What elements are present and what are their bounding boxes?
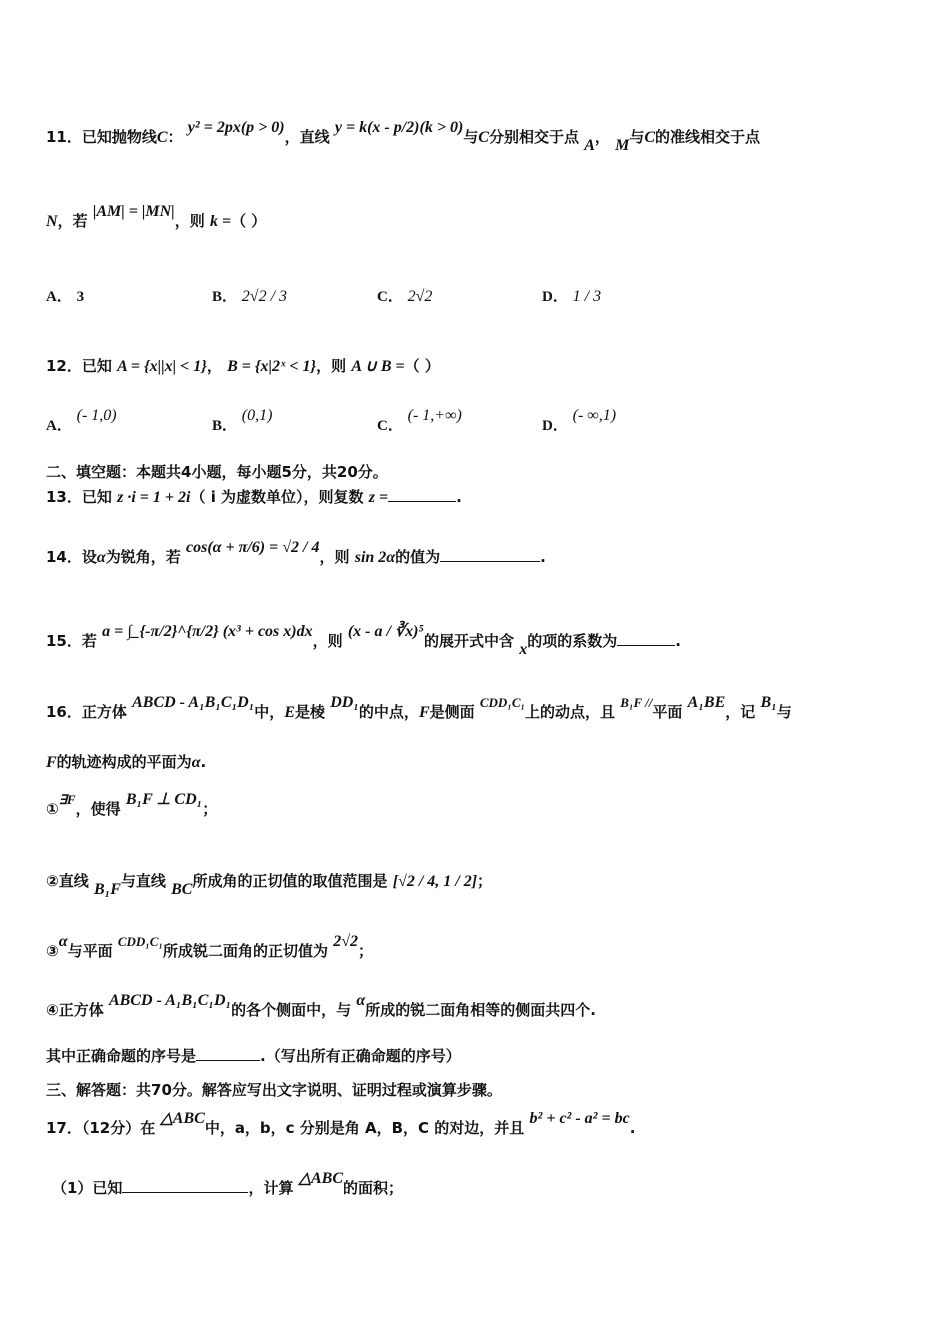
q11-text-4: 与 bbox=[629, 128, 645, 146]
answer-paren: （ ） bbox=[231, 212, 267, 230]
semicolon: ； bbox=[202, 800, 218, 818]
answer-blank[interactable] bbox=[617, 631, 675, 646]
answer-blank[interactable] bbox=[388, 487, 456, 502]
q14-text-1: 为锐角，若 bbox=[105, 548, 181, 566]
summary-text-2: .（写出所有正确命题的序号） bbox=[260, 1047, 461, 1065]
cube-name: ABCD - A₁B₁C₁D₁ bbox=[108, 992, 232, 1009]
s4-text-3: 所成的锐二面角相等的侧面共四个. bbox=[365, 1001, 596, 1019]
part1-text-1: （1）已知 bbox=[52, 1179, 123, 1197]
q12-option-a bbox=[46, 407, 117, 437]
q16-statement-2 bbox=[46, 870, 493, 898]
circled-4: ④ bbox=[46, 1001, 59, 1019]
q13 bbox=[46, 486, 462, 509]
q14-number: 14．设 bbox=[46, 548, 97, 566]
part1-text-2: ，计算 bbox=[248, 1179, 294, 1197]
condition-am-mn: |AM| = |MN| bbox=[92, 203, 175, 220]
plane-a1be: A₁BE bbox=[687, 694, 726, 711]
option-value: (- ∞,1) bbox=[572, 407, 617, 424]
option-value: 1 / 3 bbox=[572, 288, 602, 305]
q16-text-7: ，记 bbox=[725, 703, 756, 721]
s2-text-2: 与直线 bbox=[120, 872, 166, 890]
q15-text-1: ，则 bbox=[312, 632, 343, 650]
alpha-symbol: α bbox=[191, 754, 201, 771]
q12-option-d bbox=[542, 407, 617, 437]
face-cdd1c1: CDD₁C₁ bbox=[117, 934, 163, 949]
answer-blank[interactable] bbox=[440, 547, 540, 562]
q17-text: 中，a，b，c 分别是角 A，B，C 的对边，并且 bbox=[204, 1119, 525, 1137]
summary-text-1: 其中正确命题的序号是 bbox=[46, 1047, 197, 1065]
q16-text-2: 是棱 bbox=[294, 703, 325, 721]
q11-text-2: 与 bbox=[463, 128, 479, 146]
option-label: A． bbox=[46, 289, 72, 305]
line-equation: y = k(x - p/2)(k > 0) bbox=[334, 119, 464, 136]
point-f: F bbox=[418, 704, 430, 721]
curve-c: C bbox=[478, 129, 489, 146]
q11-text-6: ，若 bbox=[57, 212, 88, 230]
q16-text-3: 的中点， bbox=[358, 703, 419, 721]
alpha-symbol: α bbox=[356, 992, 366, 1009]
option-label: B． bbox=[212, 418, 238, 434]
q16-number: 16．正方体 bbox=[46, 703, 127, 721]
q14-text-2: ，则 bbox=[319, 548, 350, 566]
q12-number: 12．已知 bbox=[46, 357, 112, 375]
q14-text-3: 的值为 bbox=[395, 548, 441, 566]
q11-line2 bbox=[46, 203, 267, 233]
exists-f: ∃F bbox=[58, 792, 76, 807]
q11-option-b bbox=[212, 285, 287, 308]
option-label: A． bbox=[46, 418, 72, 434]
section-solve-heading: 三、解答题：共70分。解答应写出文字说明、证明过程或演算步骤。 bbox=[46, 1081, 502, 1099]
tangent-range: [√2 / 4, 1 / 2] bbox=[392, 873, 478, 890]
option-label: B． bbox=[212, 289, 238, 305]
q11-option-c bbox=[377, 285, 432, 308]
cube-name: ABCD - A₁B₁C₁D₁ bbox=[132, 694, 255, 711]
cos-condition: cos(α + π/6) = √2 / 4 bbox=[185, 539, 320, 556]
circled-3: ③ bbox=[46, 942, 59, 960]
option-value: (- 1,+∞) bbox=[407, 407, 462, 424]
q12-stem bbox=[46, 355, 440, 378]
q11-text-3: 分别相交于点 bbox=[488, 128, 579, 146]
q11-number: 11．已知抛物线 bbox=[46, 128, 157, 146]
q11-text-5: 的准线相交于点 bbox=[655, 128, 761, 146]
point-a: A bbox=[584, 137, 595, 154]
option-label: D． bbox=[542, 418, 568, 434]
point-m: M bbox=[615, 137, 630, 154]
s3-text-2: 所成锐二面角的正切值为 bbox=[163, 942, 329, 960]
point-b1: B₁ bbox=[760, 694, 777, 711]
q12-option-b bbox=[212, 407, 273, 437]
q17-stem bbox=[46, 1110, 636, 1140]
q15 bbox=[46, 623, 681, 658]
point-e: E bbox=[284, 704, 295, 721]
q15-text-2: 的展开式中含 bbox=[424, 632, 515, 650]
q16-text-6: 平面 bbox=[652, 703, 683, 721]
part1-text-3: 的面积； bbox=[343, 1179, 404, 1197]
alpha-symbol: α bbox=[96, 549, 106, 566]
line-b1f: B₁F bbox=[93, 881, 121, 898]
comma: ， bbox=[594, 128, 610, 146]
q17-number: 17．（12分）在 bbox=[46, 1119, 156, 1137]
answer-paren: （ ） bbox=[404, 357, 440, 375]
answer-blank[interactable] bbox=[196, 1046, 260, 1061]
s2-text-1: 直线 bbox=[58, 872, 89, 890]
colon: ： bbox=[167, 128, 183, 146]
side-relation: b² + c² - a² = bc bbox=[529, 1110, 630, 1127]
parabola-equation: y² = 2px(p > 0) bbox=[187, 119, 285, 136]
q11-option-d bbox=[542, 285, 601, 308]
s4-text-2: 的各个侧面中，与 bbox=[231, 1001, 352, 1019]
binomial-expression: (x - a / ∛x)⁵ bbox=[347, 623, 425, 640]
q12-text: ，则 bbox=[316, 357, 347, 375]
alpha-symbol: α bbox=[58, 933, 68, 950]
semicolon: ； bbox=[477, 872, 493, 890]
line-bc: BC bbox=[171, 881, 193, 898]
circled-2: ② bbox=[46, 872, 59, 890]
period: . bbox=[200, 753, 207, 771]
q16-text-1: 中， bbox=[254, 703, 285, 721]
section-fill-in-heading: 二、填空题：本题共4小题，每小题5分，共20分。 bbox=[46, 463, 388, 481]
option-value: 3 bbox=[76, 289, 85, 305]
comma: ， bbox=[206, 357, 222, 375]
triangle-abc: △ABC bbox=[298, 1170, 344, 1187]
union-expression: A ∪ B = bbox=[351, 358, 405, 375]
curve-c: C bbox=[644, 129, 656, 146]
semicolon: ； bbox=[358, 942, 374, 960]
option-label: D． bbox=[542, 289, 568, 305]
q17-part-1 bbox=[52, 1170, 404, 1200]
curve-c: C bbox=[156, 129, 168, 146]
triangle-abc: △ABC bbox=[160, 1110, 205, 1127]
q15-text-3: 的项的系数为 bbox=[527, 632, 618, 650]
q16-text-4: 是侧面 bbox=[429, 703, 475, 721]
set-a: A = {x||x| < 1} bbox=[117, 358, 207, 375]
integral-expression: a = ∫_{-π/2}^{π/2} (x³ + cos x)dx bbox=[102, 623, 313, 640]
q15-number: 15．若 bbox=[46, 632, 97, 650]
k-expression: k = bbox=[209, 213, 232, 230]
q13-text: （ i 为虚数单位），则复数 bbox=[190, 488, 364, 506]
point-f: F bbox=[46, 754, 57, 771]
q16-statement-4 bbox=[46, 992, 596, 1022]
q11-option-a bbox=[46, 285, 84, 308]
q12-option-c bbox=[377, 407, 462, 437]
sin-expression: sin 2α bbox=[354, 549, 396, 566]
option-value: 2√2 / 3 bbox=[241, 288, 288, 305]
q16-statement-3 bbox=[46, 933, 374, 963]
face-cdd1c1: CDD₁C₁ bbox=[479, 695, 526, 710]
period: . bbox=[456, 488, 462, 506]
period: . bbox=[675, 632, 681, 650]
s3-text-1: 与平面 bbox=[67, 942, 113, 960]
q16-line1 bbox=[46, 694, 792, 724]
q14 bbox=[46, 539, 546, 569]
q16-summary bbox=[46, 1045, 461, 1067]
q16-statement-1 bbox=[46, 791, 218, 821]
q16-text-9: 的轨迹构成的平面为 bbox=[56, 753, 192, 771]
parallel-expression: B₁F // bbox=[620, 695, 653, 710]
s1-text: ，使得 bbox=[75, 800, 121, 818]
perpendicular-expression: B₁F ⊥ CD₁ bbox=[125, 791, 203, 808]
q16-line2 bbox=[46, 751, 206, 774]
q11-text-7: ，则 bbox=[174, 212, 205, 230]
condition-blank[interactable] bbox=[122, 1178, 248, 1193]
s4-text-1: 正方体 bbox=[58, 1001, 104, 1019]
q13-number: 13．已知 bbox=[46, 488, 112, 506]
z-expression: z = bbox=[368, 489, 389, 506]
q16-text-5: 上的动点，且 bbox=[525, 703, 616, 721]
q11-text-1: ，直线 bbox=[284, 128, 330, 146]
equation: z ·i = 1 + 2i bbox=[117, 489, 191, 506]
option-label: C． bbox=[377, 289, 403, 305]
option-value: (0,1) bbox=[241, 407, 273, 424]
point-n: N bbox=[46, 213, 58, 230]
q11-line1 bbox=[46, 119, 761, 154]
q16-text-8: 与 bbox=[776, 703, 792, 721]
period: . bbox=[629, 1119, 636, 1137]
period: . bbox=[540, 548, 546, 566]
s2-text-3: 所成角的正切值的取值范围是 bbox=[192, 872, 388, 890]
option-value: 2√2 bbox=[407, 288, 433, 305]
tangent-value: 2√2 bbox=[333, 933, 359, 950]
option-label: C． bbox=[377, 418, 403, 434]
circled-1: ① bbox=[46, 800, 59, 818]
option-value: (- 1,0) bbox=[76, 407, 117, 424]
edge-dd1: DD₁ bbox=[330, 694, 359, 711]
x-variable: x bbox=[519, 641, 528, 658]
set-b: B = {x|2ˣ < 1} bbox=[227, 358, 317, 375]
